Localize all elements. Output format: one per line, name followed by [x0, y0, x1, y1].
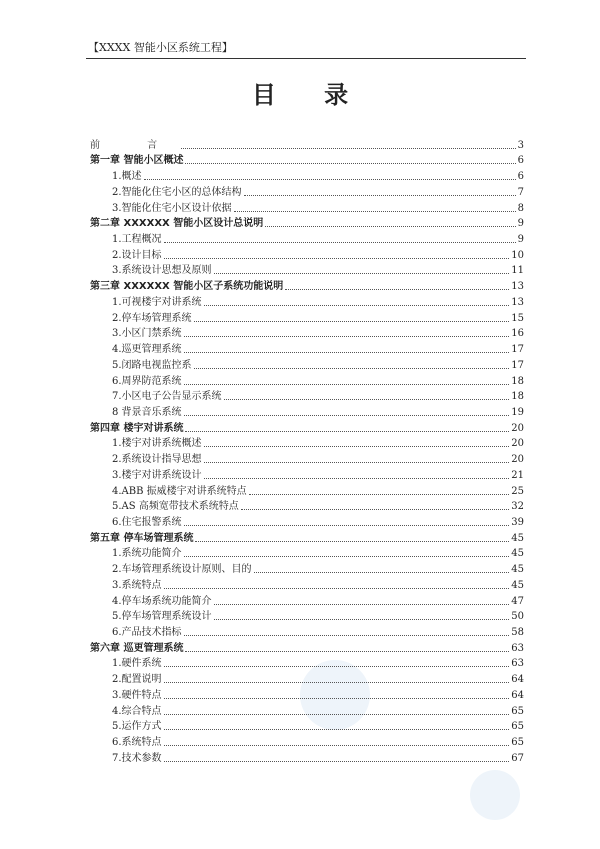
toc-page-number: 63 — [511, 642, 524, 654]
toc-entry-title: 6.周界防范系统 — [112, 375, 182, 387]
toc-item[interactable] — [90, 262, 524, 278]
toc-item[interactable] — [90, 576, 524, 592]
dot-leader — [184, 384, 510, 385]
toc-page-number: 8 — [517, 202, 524, 214]
toc-entry-title: 6.产品技术指标 — [112, 627, 182, 638]
toc-entry-title: 第六章 巡更管理系统 — [90, 642, 184, 654]
toc-entry-title: 2.设计目标 — [112, 249, 162, 261]
toc-page-number: 63 — [511, 658, 524, 670]
toc-item[interactable] — [90, 372, 524, 388]
toc-page-number: 15 — [511, 312, 524, 324]
dot-leader — [195, 541, 509, 542]
toc-entry-title: 2.系统设计指导思想 — [112, 454, 202, 466]
toc-item[interactable] — [90, 513, 524, 529]
dot-leader — [164, 242, 516, 243]
toc-page-number: 18 — [511, 375, 524, 387]
toc-page-number: 20 — [511, 422, 524, 434]
toc-entry-title: 3.系统设计思想及原则 — [112, 265, 212, 277]
toc-page-number: 9 — [517, 218, 524, 230]
toc-chapter[interactable] — [90, 152, 524, 168]
toc-entry-title: 5.停车场管理系统设计 — [112, 611, 212, 623]
dot-leader — [214, 273, 510, 274]
toc-entry-title: 4.停车场系统功能简介 — [112, 595, 212, 607]
toc-chapter[interactable] — [90, 419, 524, 435]
toc-item[interactable] — [90, 623, 524, 639]
watermark — [470, 770, 520, 820]
toc-item[interactable] — [90, 749, 524, 765]
toc-item[interactable] — [90, 356, 524, 372]
dot-leader — [184, 525, 510, 526]
dot-leader — [285, 289, 509, 290]
toc-item[interactable] — [90, 450, 524, 466]
toc-item[interactable] — [90, 435, 524, 451]
toc-entry-title: 6.住宅报警系统 — [112, 516, 182, 528]
toc-item[interactable] — [90, 466, 524, 482]
toc-page-number: 7 — [517, 186, 524, 198]
toc-item[interactable] — [90, 293, 524, 309]
toc-page-number: 13 — [511, 281, 524, 293]
toc-item[interactable] — [90, 686, 524, 702]
toc-entry-title: 1.系统功能简介 — [112, 548, 182, 560]
toc-entry-title: 2.配置说明 — [112, 674, 162, 686]
dot-leader — [184, 415, 510, 416]
toc-item[interactable] — [90, 403, 524, 419]
dot-leader — [185, 651, 509, 652]
dot-leader — [184, 352, 510, 353]
toc-entry-title: 1.工程概况 — [112, 234, 162, 246]
toc-page-number: 11 — [511, 265, 524, 277]
toc-entry-title: 8 背景音乐系统 — [112, 406, 182, 418]
toc-page-number: 67 — [511, 752, 524, 764]
dot-leader — [164, 729, 510, 730]
toc-entry-title: 5.闭路电视监控系 — [112, 359, 192, 371]
toc-entry-title: 4.巡更管理系统 — [112, 344, 182, 356]
dot-leader — [164, 761, 510, 762]
toc-page-number: 45 — [511, 579, 524, 591]
toc-page-number: 45 — [511, 564, 524, 576]
toc-entry-title: 1.可视楼宇对讲系统 — [112, 296, 202, 308]
toc-page-number: 20 — [511, 454, 524, 466]
toc-page-number: 10 — [511, 249, 524, 261]
toc-item[interactable] — [90, 718, 524, 734]
toc-page-number: 17 — [511, 344, 524, 356]
dot-leader — [164, 588, 510, 589]
toc-page-number: 45 — [511, 548, 524, 560]
toc-item[interactable] — [90, 325, 524, 341]
toc-item[interactable] — [90, 183, 524, 199]
dot-leader — [164, 714, 510, 715]
toc-preface[interactable] — [90, 136, 524, 152]
dot-leader — [164, 745, 510, 746]
toc-page-number: 50 — [511, 611, 524, 623]
toc-entry-title: 前 言 — [90, 139, 180, 151]
toc-page-number: 17 — [511, 359, 524, 371]
toc-item[interactable] — [90, 199, 524, 215]
toc-page-number: 19 — [511, 406, 524, 418]
dot-leader — [204, 305, 510, 306]
toc-item[interactable] — [90, 670, 524, 686]
toc-page-number: 39 — [511, 516, 524, 528]
toc-item[interactable] — [90, 702, 524, 718]
toc-entry-title: 2.停车场管理系统 — [112, 312, 192, 324]
dot-leader — [204, 478, 510, 479]
toc-page-number: 47 — [511, 595, 524, 607]
dot-leader — [204, 446, 510, 447]
dot-leader — [144, 179, 516, 180]
toc-page-number: 21 — [511, 469, 524, 481]
dot-leader — [244, 195, 516, 196]
toc-page-number: 20 — [511, 438, 524, 450]
toc-entry-title: 5.AS 高频宽带技术系统特点 — [112, 501, 239, 513]
toc-chapter[interactable] — [90, 639, 524, 655]
toc-entry-title: 5.运作方式 — [112, 721, 162, 733]
toc-page-number: 6 — [517, 155, 524, 167]
dot-leader — [164, 666, 510, 667]
toc-chapter[interactable] — [90, 277, 524, 293]
toc-item[interactable] — [90, 246, 524, 262]
toc-entry-title: 第四章 楼宇对讲系统 — [90, 422, 184, 434]
toc-page-number: 65 — [511, 705, 524, 717]
dot-leader — [181, 148, 515, 149]
toc-item[interactable] — [90, 655, 524, 671]
toc-page-number: 64 — [511, 689, 524, 701]
toc-page-number: 32 — [511, 501, 524, 513]
toc-page-number: 18 — [511, 391, 524, 403]
dot-leader — [249, 494, 510, 495]
toc-page-number: 25 — [511, 485, 524, 497]
toc-entry-title: 3.硬件特点 — [112, 689, 162, 701]
dot-leader — [164, 698, 510, 699]
dot-leader — [164, 682, 510, 683]
page-title: 目 录 — [251, 81, 369, 109]
toc-entry-title: 第五章 停车场管理系统 — [90, 532, 194, 544]
toc-page-number: 65 — [511, 721, 524, 733]
dot-leader — [185, 431, 509, 432]
dot-leader — [194, 321, 510, 322]
toc-entry-title: 2.车场管理系统设计原则、目的 — [112, 564, 252, 576]
toc-page-number: 9 — [517, 234, 524, 246]
dot-leader — [184, 336, 510, 337]
toc-page-number: 65 — [511, 737, 524, 749]
dot-leader — [254, 572, 510, 573]
toc-page-number: 58 — [511, 627, 524, 638]
toc-item[interactable] — [90, 733, 524, 749]
toc-entry-title: 7.小区电子公告显示系统 — [112, 391, 222, 403]
toc-chapter[interactable] — [90, 215, 524, 231]
toc-page-number: 13 — [511, 296, 524, 308]
toc-item[interactable] — [90, 482, 524, 498]
dot-leader — [184, 556, 510, 557]
toc-entry-title: 3.小区门禁系统 — [112, 328, 182, 340]
toc-entry-title: 2.智能化住宅小区的总体结构 — [112, 186, 242, 198]
toc-entry-title: 4.综合特点 — [112, 705, 162, 717]
toc-item[interactable] — [90, 560, 524, 576]
toc-item[interactable] — [90, 592, 524, 608]
toc-item[interactable] — [90, 498, 524, 514]
toc-entry-title: 第二章 XXXXXX 智能小区设计总说明 — [90, 218, 264, 230]
dot-leader — [265, 226, 515, 227]
toc-page-number: 45 — [511, 532, 524, 544]
dot-leader — [224, 399, 510, 400]
toc-item[interactable] — [90, 545, 524, 561]
toc-entry-title: 3.楼宇对讲系统设计 — [112, 469, 202, 481]
toc-entry-title: 6.系统特点 — [112, 737, 162, 749]
dot-leader — [234, 211, 516, 212]
toc-entry-title: 7.技术参数 — [112, 752, 162, 764]
toc-item[interactable] — [90, 309, 524, 325]
toc-item[interactable] — [90, 340, 524, 356]
toc-entry-title: 第一章 智能小区概述 — [90, 155, 184, 167]
toc-page-number: 64 — [511, 674, 524, 686]
toc-page-number: 16 — [511, 328, 524, 340]
toc-entry-title: 3.系统特点 — [112, 579, 162, 591]
table-of-contents — [90, 136, 524, 765]
toc-chapter[interactable] — [90, 529, 524, 545]
dot-leader — [204, 462, 510, 463]
toc-page-number: 6 — [517, 171, 524, 183]
toc-entry-title: 1.硬件系统 — [112, 658, 162, 670]
dot-leader — [194, 368, 510, 369]
toc-item[interactable] — [90, 388, 524, 404]
document-header: 【XXXX 智能小区系统工程】 — [88, 41, 233, 54]
toc-entry-title: 第三章 XXXXXX 智能小区子系统功能说明 — [90, 281, 284, 293]
dot-leader — [214, 604, 510, 605]
toc-entry-title: 1.概述 — [112, 171, 142, 183]
dot-leader — [241, 509, 509, 510]
toc-item[interactable] — [90, 608, 524, 624]
toc-entry-title: 3.智能化住宅小区设计依据 — [112, 202, 232, 214]
toc-item[interactable] — [90, 167, 524, 183]
dot-leader — [184, 635, 510, 636]
toc-page-number: 3 — [517, 139, 524, 151]
dot-leader — [164, 258, 510, 259]
toc-entry-title: 4.ABB 振威楼宇对讲系统特点 — [112, 485, 247, 497]
dot-leader — [214, 619, 510, 620]
toc-item[interactable] — [90, 230, 524, 246]
toc-entry-title: 1.楼宇对讲系统概述 — [112, 438, 202, 450]
header-rule — [86, 58, 526, 59]
dot-leader — [185, 163, 515, 164]
